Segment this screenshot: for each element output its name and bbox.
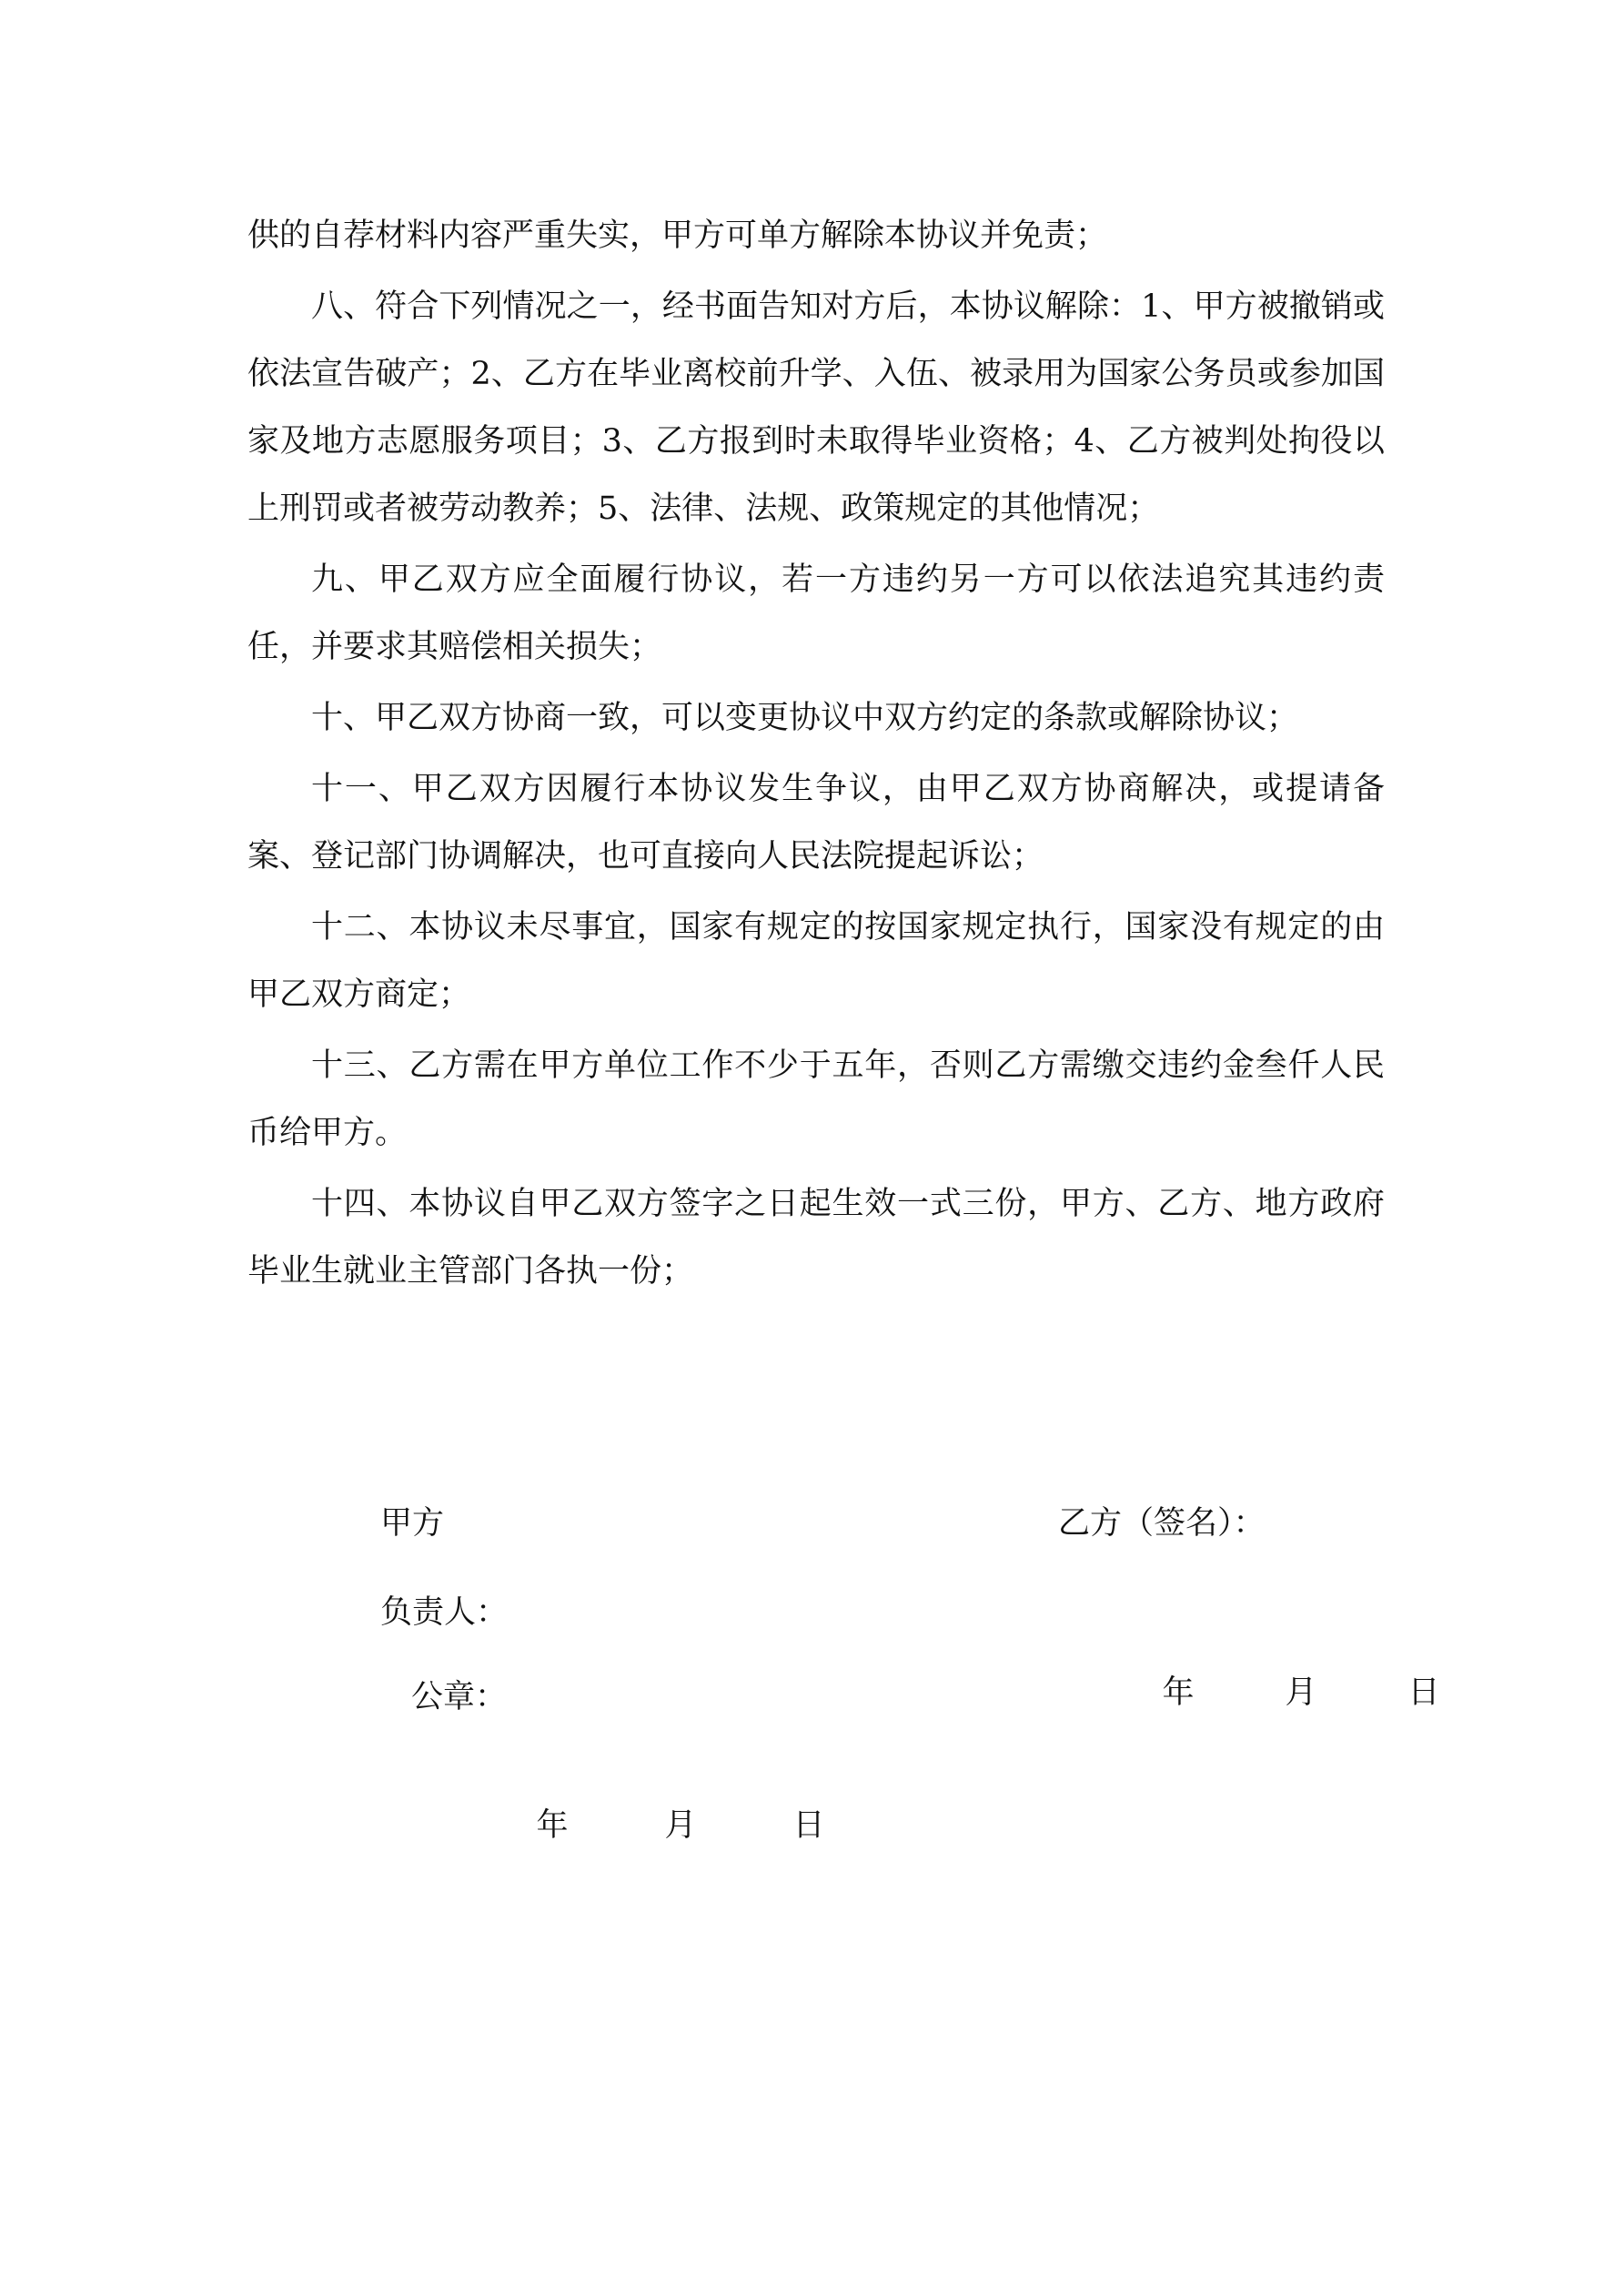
party-b-month: 月 [1285,1674,1317,1711]
clause-12: 十二、本协议未尽事宜，国家有规定的按国家规定执行，国家没有规定的由甲乙双方商定； [247,909,1385,1013]
party-b-day: 日 [1407,1674,1440,1711]
clause-8: 八、符合下列情况之一，经书面告知对方后，本协议解除：1、甲方被撤销或依法宣告破产；2、乙方在毕业离校前升学、入伍、被录用为国家公务员或参加国家及地方志愿服务项目；3、乙方报到时未取得毕业资格；4、乙方被判处拘役以上刑罚或者被劳动教养；5、法律、法规、政策规定的其他情况； [247,288,1385,527]
seal-label: 公章： [411,1679,508,1715]
clause-11: 十一、甲乙双方因履行本协议发生争议，由甲乙双方协商解决，或提请备案、登记部门协调解决，也可直接向人民法院提起诉讼； [247,771,1385,875]
responsible-person-label: 负责人： [380,1594,509,1631]
party-a-date [496,1765,825,1886]
party-b-year: 年 [1162,1674,1195,1711]
agreement-body [247,202,1385,1309]
party-a-label: 甲方 [380,1505,445,1542]
clause-continuation: 供的自荐材料内容严重失实，甲方可单方解除本协议并免责； [247,217,1108,254]
clause-14: 十四、本协议自甲乙双方签字之日起生效一式三份，甲方、乙方、地方政府毕业生就业主管部门各执一份； [247,1186,1385,1290]
clause-13: 十三、乙方需在甲方单位工作不少于五年，否则乙方需缴交违约金叁仟人民币给甲方。 [247,1047,1385,1151]
party-a-day: 日 [792,1807,825,1844]
clause-9: 九、甲乙双方应全面履行协议，若一方违约另一方可以依法追究其违约责任，并要求其赔偿相关损失； [247,561,1385,665]
party-b-signature-label: 乙方（签名）： [1058,1505,1266,1542]
clause-10: 十、甲乙双方协商一致，可以变更协议中双方约定的条款或解除协议； [311,700,1299,736]
party-b-date [1122,1633,1440,1753]
party-a-year: 年 [536,1807,569,1844]
party-a-month: 月 [664,1807,697,1844]
